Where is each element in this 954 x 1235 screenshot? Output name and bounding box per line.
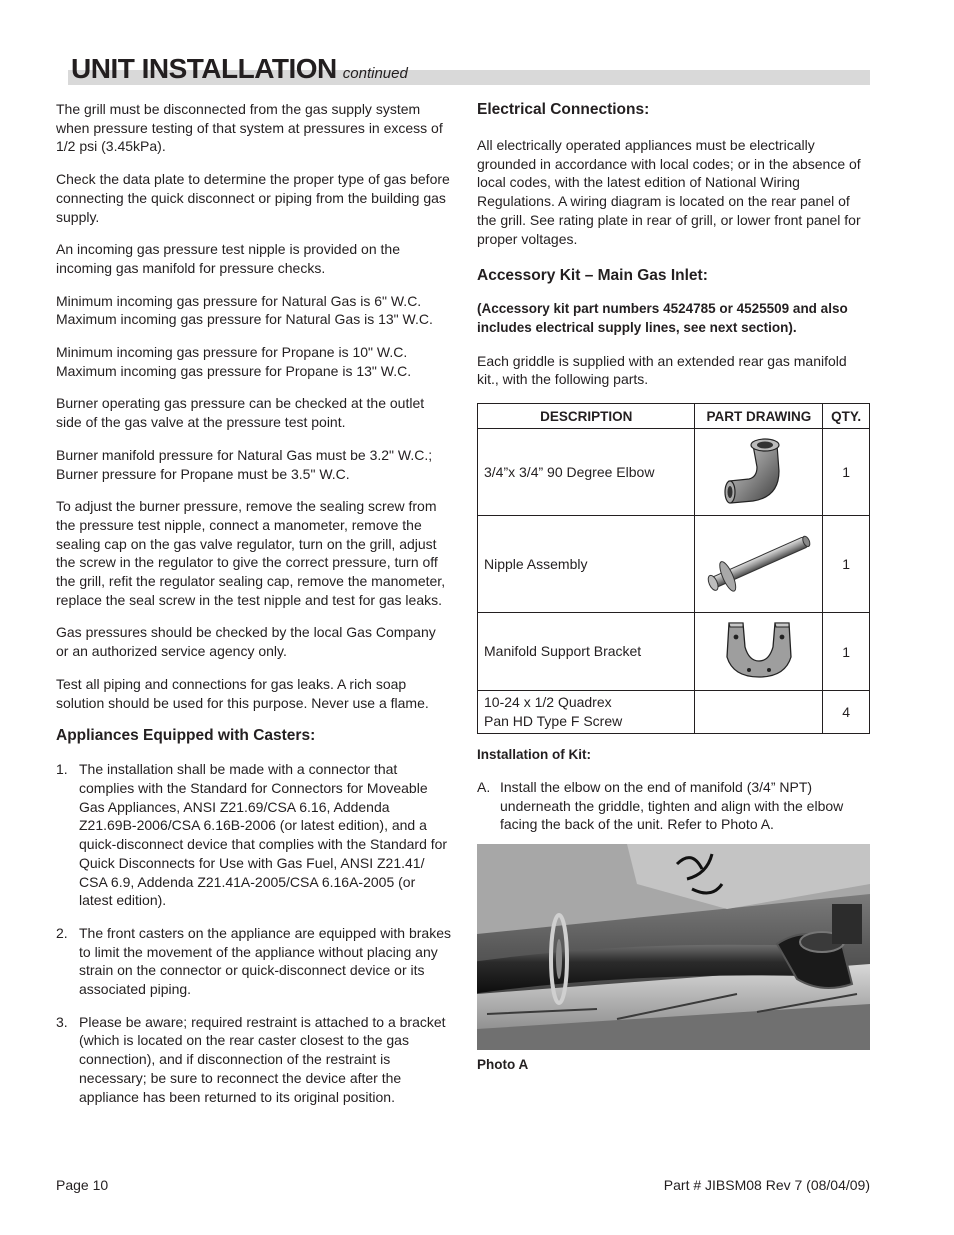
nipple-icon [699,523,819,603]
casters-list [56,760,451,1106]
table-row [478,691,870,734]
part-description: Nipple Assembly [478,516,695,613]
part-description: Manifold Support Bracket [478,613,695,691]
page-title [71,52,408,91]
list-text: The front casters on the appliance are equipped with brakes to limit the movement of the appliance without placing any strain on the connector or quick-disconnect device or its associated piping. [79,924,452,998]
description-line: 10-24 x 1/2 Quadrex [484,694,612,711]
list-item [56,924,451,999]
install-heading: Installation of Kit: [477,747,591,763]
elbow-icon [709,431,809,511]
nipple-drawing [695,516,823,613]
table-row [478,613,870,691]
paragraph: Burner manifold pressure for Natural Gas must be 3.2" W.C.; Burner pressure for Propane must be 3.5" W.C. [56,446,433,482]
accessory-text: Each griddle is supplied with an extended rear gas manifold kit., with the following parts. [477,352,847,388]
paragraph: The grill must be disconnected from the gas supply system when pressure testing of that system at pressures in excess of 1/2 psi (3.45kPa). [56,101,443,155]
part-description: 3/4”x 3/4” 90 Degree Elbow [478,429,695,516]
part-number: Part # JIBSM08 Rev 7 (08/04/09) [663,1177,870,1193]
casters-heading: Appliances Equipped with Casters: [56,727,316,745]
elbow-drawing [695,429,823,516]
table-row [478,429,870,516]
column-header: QTY. [823,404,870,429]
page-header [56,52,870,86]
empty-drawing-cell [695,691,823,734]
part-qty: 1 [823,516,870,613]
title-text: UNIT INSTALLATION [71,53,337,84]
list-number: A. [477,779,491,796]
photo-a-image [477,844,870,1050]
list-item [56,1013,451,1107]
page-number: Page 10 [56,1177,109,1193]
description-line: Pan HD Type F Screw [484,713,623,730]
part-qty: 4 [823,691,870,734]
list-number: 1. [56,761,68,778]
table-row [478,516,870,613]
part-qty: 1 [823,613,870,691]
install-list [477,778,870,834]
title-subtitle: continued [342,65,408,82]
electrical-heading: Electrical Connections: [477,101,650,118]
paragraph: An incoming gas pressure test nipple is provided on the incoming gas manifold for pressure checks. [56,241,400,276]
electrical-text: All electrically operated appliances must be electrically grounded in accordance with local codes; or in the absence of local codes, with the latest edition of National Wiring Regulations. A wiring diagram is located on the rear panel of the grill. See rating plate in rear of grill, or lower front panel for proper voltages. [477,137,861,247]
paragraph: Check the data plate to determine the proper type of gas before connecting the quick disconnect or piping from the building gas supply. [56,171,450,225]
part-description [478,691,695,734]
right-column [477,100,870,1088]
list-number: 2. [56,924,68,941]
parts-table [477,403,870,734]
paragraph: To adjust the burner pressure, remove the sealing screw from the pressure test nipple, connect a manometer, remove the sealing cap on the gas valve regulator, turn on the grill, adjust the screw in the regulator to give the correct pressure, turn off the grill, refit the regulator sealing cap, remove the manometer, replace the seal screw in the test nipple and test for gas leaks. [56,498,446,608]
photo-caption: Photo A [477,1057,529,1073]
paragraph: Minimum incoming gas pressure for Propane is 10" W.C. Maximum incoming gas pressure for Propane is 13" W.C. [56,344,412,379]
list-item [477,778,870,834]
paragraph: Gas pressures should be checked by the local Gas Company or an authorized service agency only. [56,624,436,660]
paragraph: Minimum incoming gas pressure for Natural Gas is 6" W.C. Maximum incoming gas pressure for Natural Gas is 13" W.C. [56,292,433,328]
paragraph: Burner operating gas pressure can be checked at the outlet side of the gas valve at the pressure test point. [56,395,425,431]
accessory-heading: Accessory Kit – Main Gas Inlet: [477,267,708,285]
column-header: DESCRIPTION [478,404,695,429]
list-text: Install the elbow on the end of manifold (3/4” NPT) underneath the griddle, tighten and align with the elbow facing the back of the unit. Refer to Photo A. [500,779,844,833]
accessory-note: (Accessory kit part numbers 4524785 or 4525509 and also includes electrical supply lines, see next section). [477,301,848,335]
bracket-drawing [695,613,823,691]
column-header: PART DRAWING [695,404,823,429]
left-column [56,100,451,1120]
bracket-icon [719,617,799,683]
list-number: 3. [56,1013,68,1030]
paragraph: Test all piping and connections for gas leaks. A rich soap solution should be used for this purpose. Never use a flame. [56,675,429,711]
part-qty: 1 [823,429,870,516]
list-text: The installation shall be made with a connector that complies with the Standard for Connectors for Moveable Gas Appliances, ANSI Z21.69/CSA 6.16, Addenda Z21.69B-2006/CSA 6.16B-2006 (or latest edition), and a quick-disconnect device that complies with the Standard for Quick Disconnects for Use with Gas Fuel, ANSI Z21.41/ CSA 6.9, Addenda Z21.41A-2005/CSA 6.16A-2005 (or latest edition). [79,761,448,909]
table-header-row [478,404,870,429]
list-item [56,760,451,910]
list-text: Please be aware; required restraint is attached to a bracket (which is located on the rear caster closest to the gas connection), and if disconnection of the restraint is necessary; be sure to reconnect the device after the appliance has been returned to its original position. [79,1013,446,1105]
